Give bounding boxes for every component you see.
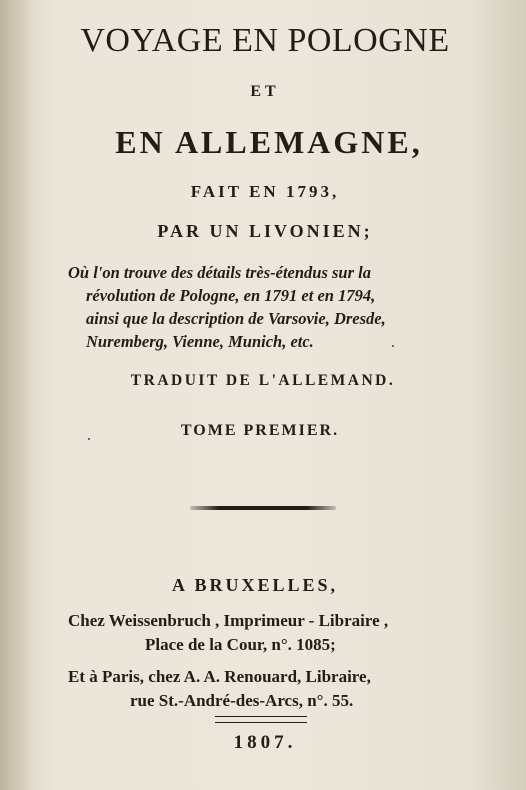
double-rule [215, 716, 307, 723]
description-line-1: Où l'on trouve des détails très-étendus sur la [68, 263, 371, 282]
author-line: PAR UN LIVONIEN; [157, 221, 373, 241]
imprint-line-1: Chez Weissenbruch , Imprimeur - Libraire , [68, 611, 389, 630]
book-gutter [0, 0, 30, 790]
title-line-1: VOYAGE EN POLOGNE [80, 22, 450, 59]
imprint-line-4: rue St.-André-des-Arcs, n°. 55. [130, 691, 354, 710]
imprint-city: A BRUXELLES, [171, 575, 339, 595]
publication-year: 1807. [233, 732, 297, 753]
imprint-line-3: Et à Paris, chez A. A. Renouard, Libraire, [68, 667, 371, 686]
date-line: FAIT EN 1793, [190, 182, 340, 201]
description-line-3: ainsi que la description de Varsovie, Dresde, [86, 309, 386, 328]
title-conjunction: ET [250, 83, 280, 100]
paper-speck [392, 345, 394, 347]
paper-speck [88, 438, 90, 440]
volume-label: TOME PREMIER. [180, 422, 340, 439]
title-line-2: EN ALLEMAGNE, [115, 124, 423, 160]
translation-note: TRADUIT DE L'ALLEMAND. [130, 372, 396, 389]
description-line-2: révolution de Pologne, en 1791 et en 1794, [86, 286, 376, 305]
description-line-4: Nuremberg, Vienne, Munich, etc. [86, 332, 314, 351]
imprint-line-2: Place de la Cour, n°. 1085; [145, 635, 336, 654]
ornamental-rule [190, 506, 336, 510]
